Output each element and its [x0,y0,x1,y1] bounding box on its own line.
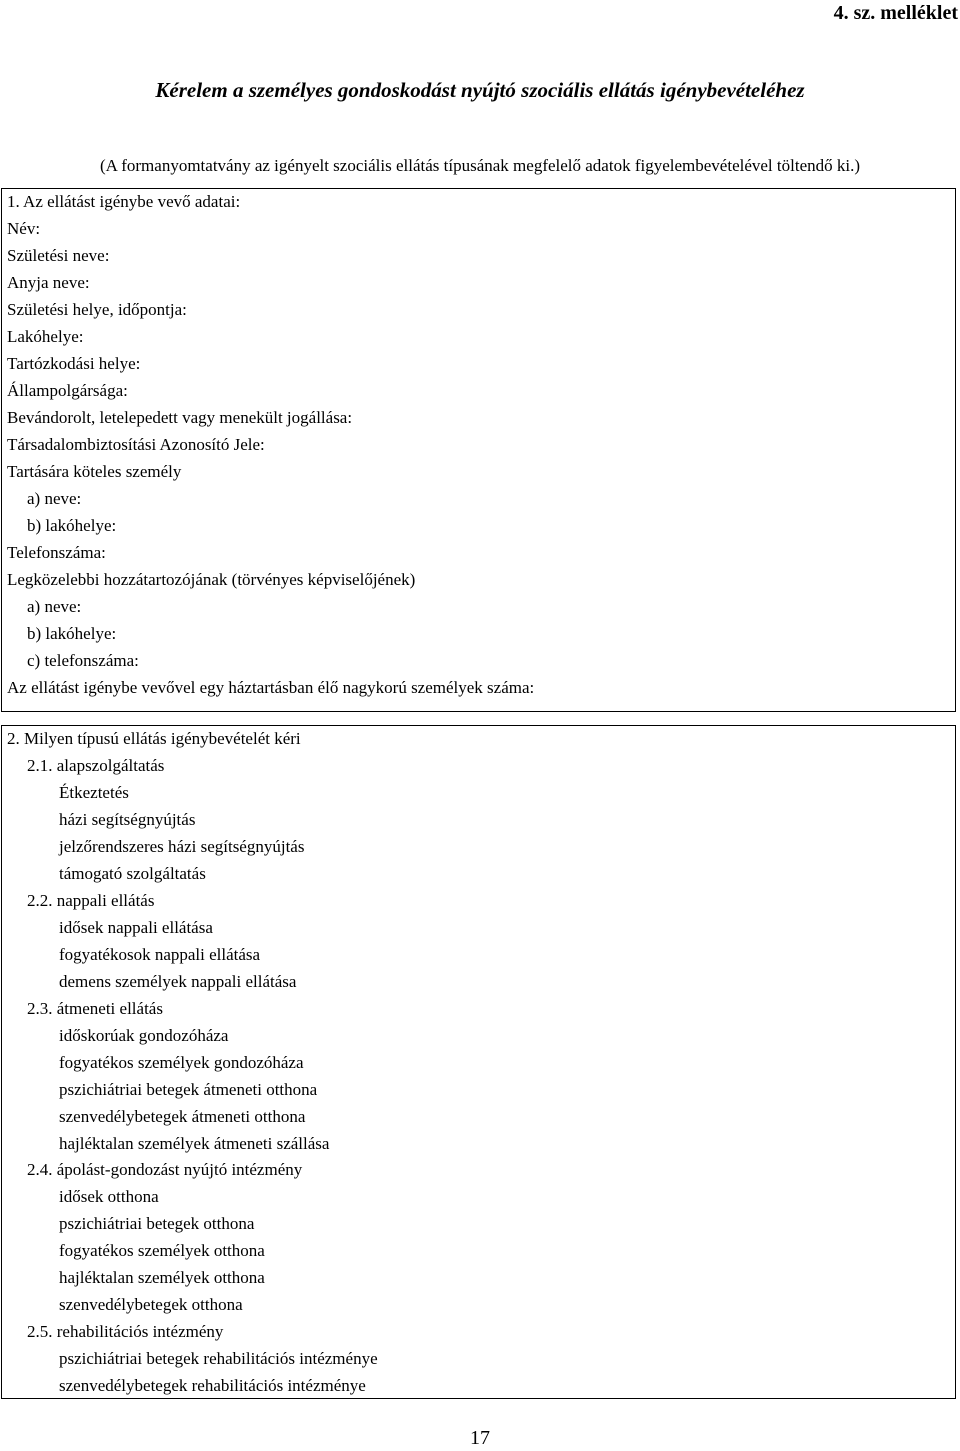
field-relative-heading: Legközelebbi hozzátartozójának (törvényes képviselőjének) [7,570,416,589]
field-relative-residence: b) lakóhelye: [27,624,117,643]
list-item: Étkeztetés [59,783,129,802]
group-label: 2.1. alapszolgáltatás [27,756,165,775]
field-legal-status: Bevándorolt, letelepedett vagy menekült jogállása: [7,408,353,427]
list-item: pszichiátriai betegek átmeneti otthona [59,1080,318,1099]
list-item: fogyatékos személyek gondozóháza [59,1053,304,1072]
field-residence: Lakóhelye: [7,327,84,346]
field-stay-place: Tartózkodási helye: [7,354,141,373]
field-name: Név: [7,219,41,238]
list-item: idősek nappali ellátása [59,918,213,937]
page-number: 17 [470,1427,490,1449]
list-item: jelzőrendszeres házi segítségnyújtás [59,837,305,856]
list-item: szenvedélybetegek átmeneti otthona [59,1107,306,1126]
list-item: idősek otthona [59,1187,159,1206]
group-label: 2.2. nappali ellátás [27,891,155,910]
section-2-heading: 2. Milyen típusú ellátás igénybevételét kéri [7,729,301,748]
field-relative-name: a) neve: [27,597,82,616]
field-obligor: Tartására köteles személy [7,462,182,481]
field-citizenship: Állampolgársága: [7,381,128,400]
group-label: 2.3. átmeneti ellátás [27,999,163,1018]
field-phone: Telefonszáma: [7,543,106,562]
form-instructions: (A formanyomtatvány az igényelt szociális ellátás típusának megfelelő adatok figyelembevételével töltendő ki.) [99,156,860,175]
field-obligor-name: a) neve: [27,489,82,508]
list-item: hajléktalan személyek átmeneti szállása [59,1134,330,1153]
list-item: fogyatékosok nappali ellátása [59,945,261,964]
field-relative-phone: c) telefonszáma: [27,651,139,670]
list-item: pszichiátriai betegek otthona [59,1214,255,1233]
annex-label: 4. sz. melléklet [833,2,958,24]
list-item: hajléktalan személyek otthona [59,1268,265,1287]
list-item: szenvedélybetegek otthona [59,1295,243,1314]
list-item: pszichiátriai betegek rehabilitációs intézménye [59,1349,378,1368]
field-birth-name: Születési neve: [7,246,110,265]
field-mother-name: Anyja neve: [7,273,90,292]
list-item: házi segítségnyújtás [59,810,196,829]
document-title: Kérelem a személyes gondoskodást nyújtó szociális ellátás igénybevételéhez [155,78,805,102]
section-1-heading: 1. Az ellátást igénybe vevő adatai: [7,192,241,211]
field-obligor-residence: b) lakóhelye: [27,516,117,535]
list-item: szenvedélybetegek rehabilitációs intézménye [59,1376,366,1395]
group-label: 2.4. ápolást-gondozást nyújtó intézmény [27,1160,303,1179]
list-item: támogató szolgáltatás [59,864,206,883]
list-item: demens személyek nappali ellátása [59,972,297,991]
list-item: időskorúak gondozóháza [59,1026,229,1045]
group-label: 2.5. rehabilitációs intézmény [27,1322,224,1341]
field-social-security-id: Társadalombiztosítási Azonosító Jele: [7,435,265,454]
field-household-adults: Az ellátást igénybe vevővel egy háztartásban élő nagykorú személyek száma: [7,678,535,697]
field-birth-place-date: Születési helye, időpontja: [7,300,187,319]
list-item: fogyatékos személyek otthona [59,1241,265,1260]
